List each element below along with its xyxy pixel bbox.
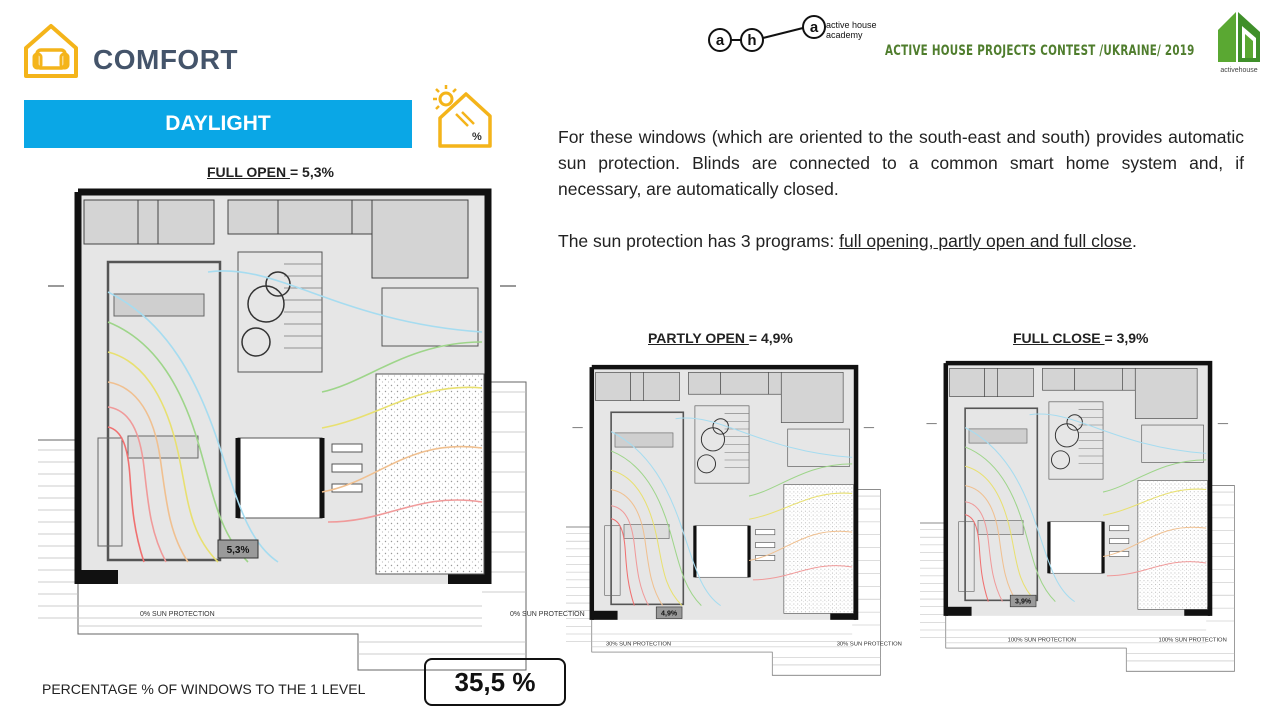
percent-symbol: % (472, 131, 482, 143)
sun-protection-right: 100% SUN PROTECTION (1158, 637, 1227, 644)
plan-badge: 3,9% (1015, 597, 1032, 606)
floor-plan-full-open (38, 190, 585, 690)
floor-plan-partly-open (566, 362, 902, 692)
floor-plan-full-close (920, 358, 1250, 688)
full-open-name: FULL OPEN (207, 164, 290, 180)
sun-house-icon (428, 82, 494, 150)
plan-badge: 5,3% (226, 545, 250, 556)
armchair-house-icon (22, 22, 80, 80)
sun-protection-left: 30% SUN PROTECTION (605, 641, 672, 648)
section-title: COMFORT (93, 44, 239, 75)
sun-protection-right: 0% SUN PROTECTION (510, 611, 585, 618)
window-percentage-value: 35,5 % (424, 658, 566, 706)
programs-suffix: . (1131, 231, 1137, 251)
logo-letter-a2: a (809, 19, 819, 36)
footer-label: PERCENTAGE % OF WINDOWS TO THE 1 LEVEL (42, 681, 366, 697)
programs-list: full opening, partly open and full close (839, 231, 1132, 251)
daylight-banner: DAYLIGHT (24, 100, 412, 148)
full-close-value: = 3,9% (1104, 330, 1149, 346)
plan-badge: 4,9% (661, 609, 678, 618)
full-close-name: FULL CLOSE (1013, 330, 1105, 346)
full-open-value: = 5,3% (289, 164, 334, 180)
activehouse-logo (1214, 8, 1264, 72)
partly-open-label (648, 330, 793, 346)
activehouse-brand-text: activehouse (1220, 67, 1258, 74)
logo-letter-a: a (715, 32, 725, 49)
sun-protection-left: 0% SUN PROTECTION (140, 611, 215, 618)
full-close-label (1013, 330, 1149, 346)
partly-open-value: = 4,9% (748, 330, 793, 346)
partly-open-name: PARTLY OPEN (648, 330, 749, 346)
sun-protection-right: 30% SUN PROTECTION (836, 641, 902, 648)
logo-letter-h: h (747, 32, 757, 49)
academy-text: active house academy (826, 20, 877, 40)
programs-prefix: The sun protection has 3 programs: (558, 231, 840, 251)
sun-protection-left: 100% SUN PROTECTION (1007, 637, 1076, 644)
description-paragraph-1: For these windows (which are oriented to the south-east and south) provides automatic sun protection. Blinds are connected to a common smart home system and, if necessary, are automatically closed. (558, 127, 1244, 199)
contest-title: ACTIVE HOUSE PROJECTS CONTEST /UKRAINE/ 2019 (885, 43, 1195, 59)
full-open-label (207, 164, 334, 180)
description-paragraph-2 (558, 228, 1244, 254)
